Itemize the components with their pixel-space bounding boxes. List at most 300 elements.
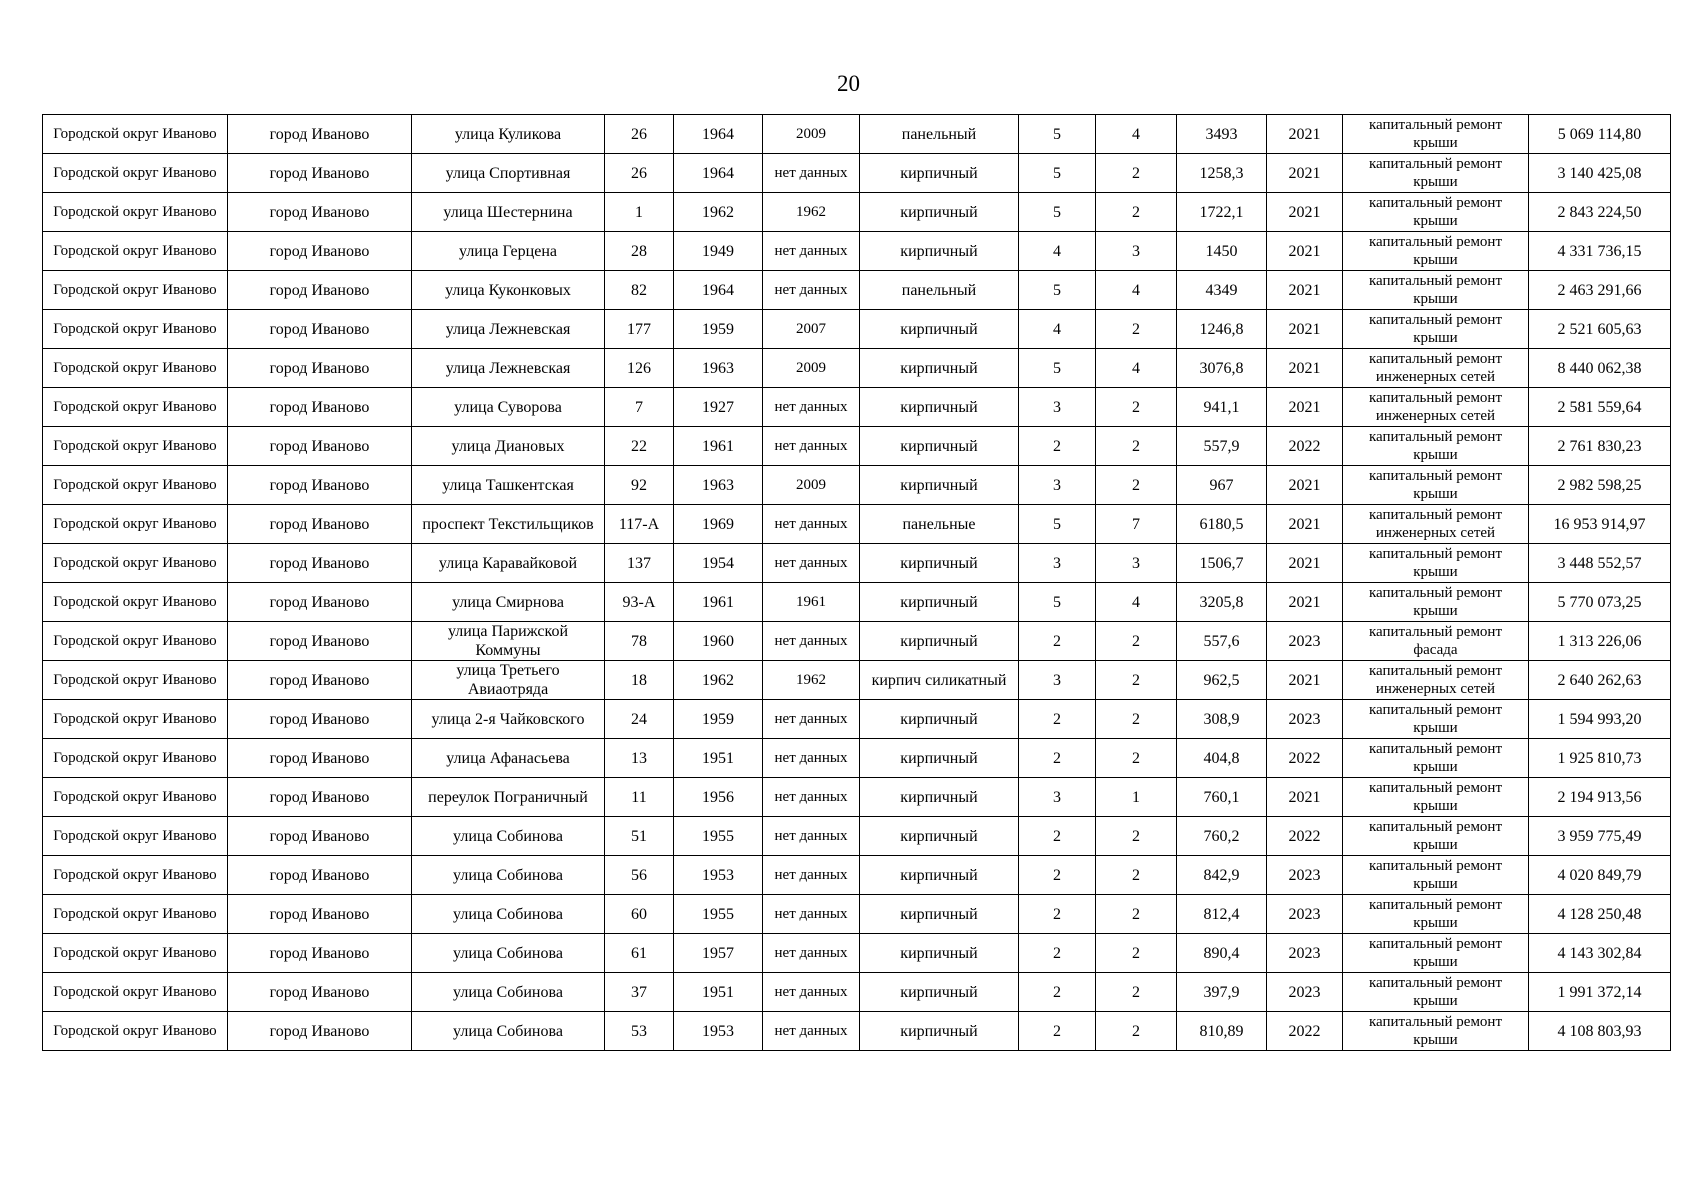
wall-material-cell: кирпичный bbox=[860, 622, 1019, 661]
cost-cell: 4 331 736,15 bbox=[1529, 232, 1671, 271]
entrances-cell: 2 bbox=[1096, 973, 1177, 1012]
area-cell: 308,9 bbox=[1177, 700, 1267, 739]
wall-material-cell: кирпичный bbox=[860, 349, 1019, 388]
municipality-cell: Городской округ Иваново bbox=[43, 583, 228, 622]
last-repair-year-cell: нет данных bbox=[763, 388, 860, 427]
work-type-cell: капитальный ремонт крыши bbox=[1343, 895, 1529, 934]
last-repair-year-cell: нет данных bbox=[763, 856, 860, 895]
build-year-cell: 1955 bbox=[674, 817, 763, 856]
settlement-cell: город Иваново bbox=[228, 622, 412, 661]
settlement-cell: город Иваново bbox=[228, 544, 412, 583]
work-type-cell: капитальный ремонт крыши bbox=[1343, 739, 1529, 778]
work-type-cell: капитальный ремонт крыши bbox=[1343, 310, 1529, 349]
table-row bbox=[43, 271, 1671, 310]
entrances-cell: 2 bbox=[1096, 700, 1177, 739]
settlement-cell: город Иваново bbox=[228, 973, 412, 1012]
floors-cell: 2 bbox=[1019, 1012, 1096, 1051]
entrances-cell: 3 bbox=[1096, 232, 1177, 271]
house-number-cell: 1 bbox=[605, 193, 674, 232]
entrances-cell: 3 bbox=[1096, 544, 1177, 583]
work-type-cell: капитальный ремонт крыши bbox=[1343, 856, 1529, 895]
planned-year-cell: 2021 bbox=[1267, 388, 1343, 427]
last-repair-year-cell: нет данных bbox=[763, 505, 860, 544]
table-row bbox=[43, 427, 1671, 466]
entrances-cell: 4 bbox=[1096, 115, 1177, 154]
last-repair-year-cell: нет данных bbox=[763, 1012, 860, 1051]
area-cell: 760,2 bbox=[1177, 817, 1267, 856]
settlement-cell: город Иваново bbox=[228, 778, 412, 817]
municipality-cell: Городской округ Иваново bbox=[43, 388, 228, 427]
entrances-cell: 4 bbox=[1096, 583, 1177, 622]
house-number-cell: 78 bbox=[605, 622, 674, 661]
house-number-cell: 28 bbox=[605, 232, 674, 271]
floors-cell: 5 bbox=[1019, 271, 1096, 310]
table-row bbox=[43, 232, 1671, 271]
entrances-cell: 2 bbox=[1096, 817, 1177, 856]
planned-year-cell: 2021 bbox=[1267, 115, 1343, 154]
street-cell: улица Диановых bbox=[412, 427, 605, 466]
housing-repair-table bbox=[42, 114, 1671, 1051]
last-repair-year-cell: нет данных bbox=[763, 154, 860, 193]
street-cell: улица Смирнова bbox=[412, 583, 605, 622]
planned-year-cell: 2023 bbox=[1267, 934, 1343, 973]
cost-cell: 4 143 302,84 bbox=[1529, 934, 1671, 973]
planned-year-cell: 2021 bbox=[1267, 778, 1343, 817]
municipality-cell: Городской округ Иваново bbox=[43, 544, 228, 583]
cost-cell: 2 581 559,64 bbox=[1529, 388, 1671, 427]
entrances-cell: 2 bbox=[1096, 154, 1177, 193]
house-number-cell: 13 bbox=[605, 739, 674, 778]
last-repair-year-cell: 1961 bbox=[763, 583, 860, 622]
area-cell: 404,8 bbox=[1177, 739, 1267, 778]
entrances-cell: 4 bbox=[1096, 271, 1177, 310]
work-type-cell: капитальный ремонт крыши bbox=[1343, 427, 1529, 466]
build-year-cell: 1962 bbox=[674, 661, 763, 700]
municipality-cell: Городской округ Иваново bbox=[43, 895, 228, 934]
wall-material-cell: панельный bbox=[860, 271, 1019, 310]
cost-cell: 4 128 250,48 bbox=[1529, 895, 1671, 934]
settlement-cell: город Иваново bbox=[228, 232, 412, 271]
house-number-cell: 18 bbox=[605, 661, 674, 700]
last-repair-year-cell: нет данных bbox=[763, 700, 860, 739]
settlement-cell: город Иваново bbox=[228, 154, 412, 193]
area-cell: 557,6 bbox=[1177, 622, 1267, 661]
planned-year-cell: 2021 bbox=[1267, 154, 1343, 193]
floors-cell: 3 bbox=[1019, 661, 1096, 700]
build-year-cell: 1969 bbox=[674, 505, 763, 544]
street-cell: улица Собинова bbox=[412, 895, 605, 934]
entrances-cell: 2 bbox=[1096, 388, 1177, 427]
municipality-cell: Городской округ Иваново bbox=[43, 973, 228, 1012]
area-cell: 3076,8 bbox=[1177, 349, 1267, 388]
municipality-cell: Городской округ Иваново bbox=[43, 778, 228, 817]
wall-material-cell: кирпичный bbox=[860, 583, 1019, 622]
table-row bbox=[43, 505, 1671, 544]
street-cell: улица Суворова bbox=[412, 388, 605, 427]
municipality-cell: Городской округ Иваново bbox=[43, 232, 228, 271]
municipality-cell: Городской округ Иваново bbox=[43, 1012, 228, 1051]
build-year-cell: 1959 bbox=[674, 700, 763, 739]
wall-material-cell: кирпичный bbox=[860, 232, 1019, 271]
settlement-cell: город Иваново bbox=[228, 661, 412, 700]
table-row bbox=[43, 115, 1671, 154]
house-number-cell: 26 bbox=[605, 154, 674, 193]
table-row bbox=[43, 544, 1671, 583]
table-row bbox=[43, 622, 1671, 661]
build-year-cell: 1955 bbox=[674, 895, 763, 934]
street-cell: улица Собинова bbox=[412, 1012, 605, 1051]
build-year-cell: 1951 bbox=[674, 973, 763, 1012]
build-year-cell: 1964 bbox=[674, 271, 763, 310]
cost-cell: 2 521 605,63 bbox=[1529, 310, 1671, 349]
last-repair-year-cell: 2009 bbox=[763, 349, 860, 388]
area-cell: 810,89 bbox=[1177, 1012, 1267, 1051]
cost-cell: 2 463 291,66 bbox=[1529, 271, 1671, 310]
settlement-cell: город Иваново bbox=[228, 817, 412, 856]
settlement-cell: город Иваново bbox=[228, 271, 412, 310]
build-year-cell: 1959 bbox=[674, 310, 763, 349]
wall-material-cell: панельный bbox=[860, 115, 1019, 154]
area-cell: 842,9 bbox=[1177, 856, 1267, 895]
entrances-cell: 2 bbox=[1096, 622, 1177, 661]
area-cell: 890,4 bbox=[1177, 934, 1267, 973]
planned-year-cell: 2021 bbox=[1267, 349, 1343, 388]
municipality-cell: Городской округ Иваново bbox=[43, 505, 228, 544]
table-row bbox=[43, 193, 1671, 232]
last-repair-year-cell: нет данных bbox=[763, 817, 860, 856]
area-cell: 1506,7 bbox=[1177, 544, 1267, 583]
settlement-cell: город Иваново bbox=[228, 700, 412, 739]
build-year-cell: 1960 bbox=[674, 622, 763, 661]
cost-cell: 5 770 073,25 bbox=[1529, 583, 1671, 622]
work-type-cell: капитальный ремонт крыши bbox=[1343, 154, 1529, 193]
house-number-cell: 56 bbox=[605, 856, 674, 895]
settlement-cell: город Иваново bbox=[228, 583, 412, 622]
settlement-cell: город Иваново bbox=[228, 895, 412, 934]
floors-cell: 2 bbox=[1019, 817, 1096, 856]
entrances-cell: 4 bbox=[1096, 349, 1177, 388]
last-repair-year-cell: нет данных bbox=[763, 427, 860, 466]
street-cell: улица Афанасьева bbox=[412, 739, 605, 778]
work-type-cell: капитальный ремонт крыши bbox=[1343, 817, 1529, 856]
table-row bbox=[43, 700, 1671, 739]
municipality-cell: Городской округ Иваново bbox=[43, 466, 228, 505]
floors-cell: 3 bbox=[1019, 778, 1096, 817]
house-number-cell: 82 bbox=[605, 271, 674, 310]
table-row bbox=[43, 466, 1671, 505]
settlement-cell: город Иваново bbox=[228, 856, 412, 895]
table-row bbox=[43, 895, 1671, 934]
area-cell: 1258,3 bbox=[1177, 154, 1267, 193]
area-cell: 812,4 bbox=[1177, 895, 1267, 934]
settlement-cell: город Иваново bbox=[228, 388, 412, 427]
area-cell: 962,5 bbox=[1177, 661, 1267, 700]
municipality-cell: Городской округ Иваново bbox=[43, 661, 228, 700]
cost-cell: 4 020 849,79 bbox=[1529, 856, 1671, 895]
floors-cell: 4 bbox=[1019, 310, 1096, 349]
work-type-cell: капитальный ремонт инженерных сетей bbox=[1343, 661, 1529, 700]
street-cell: улица Третьего Авиаотряда bbox=[412, 661, 605, 700]
work-type-cell: капитальный ремонт крыши bbox=[1343, 115, 1529, 154]
build-year-cell: 1963 bbox=[674, 349, 763, 388]
last-repair-year-cell: нет данных bbox=[763, 544, 860, 583]
wall-material-cell: кирпичный bbox=[860, 154, 1019, 193]
build-year-cell: 1956 bbox=[674, 778, 763, 817]
planned-year-cell: 2021 bbox=[1267, 583, 1343, 622]
area-cell: 760,1 bbox=[1177, 778, 1267, 817]
street-cell: улица Каравайковой bbox=[412, 544, 605, 583]
work-type-cell: капитальный ремонт фасада bbox=[1343, 622, 1529, 661]
entrances-cell: 2 bbox=[1096, 934, 1177, 973]
build-year-cell: 1962 bbox=[674, 193, 763, 232]
planned-year-cell: 2022 bbox=[1267, 739, 1343, 778]
work-type-cell: капитальный ремонт крыши bbox=[1343, 271, 1529, 310]
house-number-cell: 93-А bbox=[605, 583, 674, 622]
floors-cell: 2 bbox=[1019, 700, 1096, 739]
work-type-cell: капитальный ремонт крыши bbox=[1343, 193, 1529, 232]
municipality-cell: Городской округ Иваново bbox=[43, 310, 228, 349]
street-cell: улица Куликова bbox=[412, 115, 605, 154]
table-row bbox=[43, 817, 1671, 856]
planned-year-cell: 2021 bbox=[1267, 661, 1343, 700]
wall-material-cell: кирпичный bbox=[860, 193, 1019, 232]
house-number-cell: 137 bbox=[605, 544, 674, 583]
last-repair-year-cell: нет данных bbox=[763, 934, 860, 973]
page-number: 20 bbox=[837, 71, 860, 96]
last-repair-year-cell: 2009 bbox=[763, 466, 860, 505]
street-cell: улица Спортивная bbox=[412, 154, 605, 193]
municipality-cell: Городской округ Иваново bbox=[43, 739, 228, 778]
planned-year-cell: 2023 bbox=[1267, 622, 1343, 661]
settlement-cell: город Иваново bbox=[228, 349, 412, 388]
wall-material-cell: кирпичный bbox=[860, 856, 1019, 895]
settlement-cell: город Иваново bbox=[228, 115, 412, 154]
build-year-cell: 1961 bbox=[674, 583, 763, 622]
build-year-cell: 1957 bbox=[674, 934, 763, 973]
settlement-cell: город Иваново bbox=[228, 193, 412, 232]
cost-cell: 5 069 114,80 bbox=[1529, 115, 1671, 154]
municipality-cell: Городской округ Иваново bbox=[43, 193, 228, 232]
cost-cell: 4 108 803,93 bbox=[1529, 1012, 1671, 1051]
street-cell: улица Ташкентская bbox=[412, 466, 605, 505]
street-cell: улица Шестернина bbox=[412, 193, 605, 232]
work-type-cell: капитальный ремонт крыши bbox=[1343, 1012, 1529, 1051]
build-year-cell: 1964 bbox=[674, 115, 763, 154]
cost-cell: 2 843 224,50 bbox=[1529, 193, 1671, 232]
municipality-cell: Городской округ Иваново bbox=[43, 427, 228, 466]
municipality-cell: Городской округ Иваново bbox=[43, 817, 228, 856]
planned-year-cell: 2023 bbox=[1267, 973, 1343, 1012]
house-number-cell: 26 bbox=[605, 115, 674, 154]
house-number-cell: 7 bbox=[605, 388, 674, 427]
planned-year-cell: 2021 bbox=[1267, 466, 1343, 505]
planned-year-cell: 2022 bbox=[1267, 1012, 1343, 1051]
table-row bbox=[43, 934, 1671, 973]
build-year-cell: 1963 bbox=[674, 466, 763, 505]
entrances-cell: 2 bbox=[1096, 466, 1177, 505]
build-year-cell: 1953 bbox=[674, 1012, 763, 1051]
floors-cell: 2 bbox=[1019, 973, 1096, 1012]
table-row bbox=[43, 310, 1671, 349]
work-type-cell: капитальный ремонт инженерных сетей bbox=[1343, 505, 1529, 544]
wall-material-cell: кирпичный bbox=[860, 739, 1019, 778]
street-cell: улица 2-я Чайковского bbox=[412, 700, 605, 739]
build-year-cell: 1927 bbox=[674, 388, 763, 427]
entrances-cell: 2 bbox=[1096, 193, 1177, 232]
floors-cell: 5 bbox=[1019, 505, 1096, 544]
cost-cell: 2 982 598,25 bbox=[1529, 466, 1671, 505]
house-number-cell: 51 bbox=[605, 817, 674, 856]
floors-cell: 3 bbox=[1019, 388, 1096, 427]
table-row bbox=[43, 388, 1671, 427]
build-year-cell: 1949 bbox=[674, 232, 763, 271]
street-cell: улица Лежневская bbox=[412, 310, 605, 349]
cost-cell: 1 594 993,20 bbox=[1529, 700, 1671, 739]
municipality-cell: Городской округ Иваново bbox=[43, 856, 228, 895]
last-repair-year-cell: 1962 bbox=[763, 661, 860, 700]
work-type-cell: капитальный ремонт крыши bbox=[1343, 973, 1529, 1012]
planned-year-cell: 2021 bbox=[1267, 505, 1343, 544]
cost-cell: 3 140 425,08 bbox=[1529, 154, 1671, 193]
last-repair-year-cell: нет данных bbox=[763, 895, 860, 934]
planned-year-cell: 2023 bbox=[1267, 895, 1343, 934]
work-type-cell: капитальный ремонт инженерных сетей bbox=[1343, 349, 1529, 388]
cost-cell: 2 761 830,23 bbox=[1529, 427, 1671, 466]
planned-year-cell: 2022 bbox=[1267, 817, 1343, 856]
cost-cell: 3 448 552,57 bbox=[1529, 544, 1671, 583]
last-repair-year-cell: нет данных bbox=[763, 739, 860, 778]
entrances-cell: 2 bbox=[1096, 661, 1177, 700]
wall-material-cell: кирпичный bbox=[860, 427, 1019, 466]
house-number-cell: 92 bbox=[605, 466, 674, 505]
floors-cell: 2 bbox=[1019, 895, 1096, 934]
house-number-cell: 61 bbox=[605, 934, 674, 973]
planned-year-cell: 2021 bbox=[1267, 232, 1343, 271]
municipality-cell: Городской округ Иваново bbox=[43, 934, 228, 973]
street-cell: улица Собинова bbox=[412, 934, 605, 973]
last-repair-year-cell: нет данных bbox=[763, 622, 860, 661]
work-type-cell: капитальный ремонт крыши bbox=[1343, 583, 1529, 622]
build-year-cell: 1954 bbox=[674, 544, 763, 583]
planned-year-cell: 2023 bbox=[1267, 700, 1343, 739]
entrances-cell: 2 bbox=[1096, 1012, 1177, 1051]
entrances-cell: 2 bbox=[1096, 427, 1177, 466]
cost-cell: 8 440 062,38 bbox=[1529, 349, 1671, 388]
settlement-cell: город Иваново bbox=[228, 466, 412, 505]
cost-cell: 16 953 914,97 bbox=[1529, 505, 1671, 544]
floors-cell: 2 bbox=[1019, 622, 1096, 661]
work-type-cell: капитальный ремонт инженерных сетей bbox=[1343, 388, 1529, 427]
area-cell: 3493 bbox=[1177, 115, 1267, 154]
area-cell: 397,9 bbox=[1177, 973, 1267, 1012]
street-cell: улица Парижской Коммуны bbox=[412, 622, 605, 661]
house-number-cell: 117-А bbox=[605, 505, 674, 544]
work-type-cell: капитальный ремонт крыши bbox=[1343, 934, 1529, 973]
wall-material-cell: кирпичный bbox=[860, 973, 1019, 1012]
wall-material-cell: кирпич силикатный bbox=[860, 661, 1019, 700]
area-cell: 1246,8 bbox=[1177, 310, 1267, 349]
last-repair-year-cell: нет данных bbox=[763, 271, 860, 310]
work-type-cell: капитальный ремонт крыши bbox=[1343, 700, 1529, 739]
planned-year-cell: 2023 bbox=[1267, 856, 1343, 895]
wall-material-cell: кирпичный bbox=[860, 700, 1019, 739]
municipality-cell: Городской округ Иваново bbox=[43, 154, 228, 193]
house-number-cell: 11 bbox=[605, 778, 674, 817]
cost-cell: 1 925 810,73 bbox=[1529, 739, 1671, 778]
table-row bbox=[43, 154, 1671, 193]
floors-cell: 3 bbox=[1019, 466, 1096, 505]
build-year-cell: 1953 bbox=[674, 856, 763, 895]
cost-cell: 3 959 775,49 bbox=[1529, 817, 1671, 856]
house-number-cell: 37 bbox=[605, 973, 674, 1012]
wall-material-cell: кирпичный bbox=[860, 817, 1019, 856]
last-repair-year-cell: нет данных bbox=[763, 778, 860, 817]
settlement-cell: город Иваново bbox=[228, 505, 412, 544]
work-type-cell: капитальный ремонт крыши bbox=[1343, 544, 1529, 583]
last-repair-year-cell: 2007 bbox=[763, 310, 860, 349]
floors-cell: 5 bbox=[1019, 349, 1096, 388]
wall-material-cell: кирпичный bbox=[860, 388, 1019, 427]
street-cell: улица Куконковых bbox=[412, 271, 605, 310]
area-cell: 1450 bbox=[1177, 232, 1267, 271]
planned-year-cell: 2021 bbox=[1267, 544, 1343, 583]
planned-year-cell: 2021 bbox=[1267, 310, 1343, 349]
wall-material-cell: кирпичный bbox=[860, 934, 1019, 973]
table-row bbox=[43, 1012, 1671, 1051]
area-cell: 941,1 bbox=[1177, 388, 1267, 427]
house-number-cell: 177 bbox=[605, 310, 674, 349]
entrances-cell: 7 bbox=[1096, 505, 1177, 544]
planned-year-cell: 2021 bbox=[1267, 193, 1343, 232]
area-cell: 557,9 bbox=[1177, 427, 1267, 466]
municipality-cell: Городской округ Иваново bbox=[43, 349, 228, 388]
settlement-cell: город Иваново bbox=[228, 310, 412, 349]
wall-material-cell: кирпичный bbox=[860, 895, 1019, 934]
house-number-cell: 53 bbox=[605, 1012, 674, 1051]
floors-cell: 2 bbox=[1019, 934, 1096, 973]
work-type-cell: капитальный ремонт крыши bbox=[1343, 232, 1529, 271]
cost-cell: 1 313 226,06 bbox=[1529, 622, 1671, 661]
last-repair-year-cell: нет данных bbox=[763, 232, 860, 271]
table-row bbox=[43, 583, 1671, 622]
settlement-cell: город Иваново bbox=[228, 934, 412, 973]
table-row bbox=[43, 349, 1671, 388]
table-row bbox=[43, 856, 1671, 895]
municipality-cell: Городской округ Иваново bbox=[43, 622, 228, 661]
wall-material-cell: кирпичный bbox=[860, 310, 1019, 349]
build-year-cell: 1951 bbox=[674, 739, 763, 778]
wall-material-cell: кирпичный bbox=[860, 778, 1019, 817]
municipality-cell: Городской округ Иваново bbox=[43, 115, 228, 154]
planned-year-cell: 2022 bbox=[1267, 427, 1343, 466]
work-type-cell: капитальный ремонт крыши bbox=[1343, 466, 1529, 505]
settlement-cell: город Иваново bbox=[228, 427, 412, 466]
floors-cell: 2 bbox=[1019, 856, 1096, 895]
street-cell: улица Собинова bbox=[412, 817, 605, 856]
area-cell: 4349 bbox=[1177, 271, 1267, 310]
cost-cell: 2 640 262,63 bbox=[1529, 661, 1671, 700]
street-cell: переулок Пограничный bbox=[412, 778, 605, 817]
floors-cell: 5 bbox=[1019, 115, 1096, 154]
floors-cell: 5 bbox=[1019, 154, 1096, 193]
entrances-cell: 2 bbox=[1096, 856, 1177, 895]
table-row bbox=[43, 661, 1671, 700]
street-cell: улица Герцена bbox=[412, 232, 605, 271]
area-cell: 1722,1 bbox=[1177, 193, 1267, 232]
entrances-cell: 1 bbox=[1096, 778, 1177, 817]
last-repair-year-cell: нет данных bbox=[763, 973, 860, 1012]
wall-material-cell: панельные bbox=[860, 505, 1019, 544]
